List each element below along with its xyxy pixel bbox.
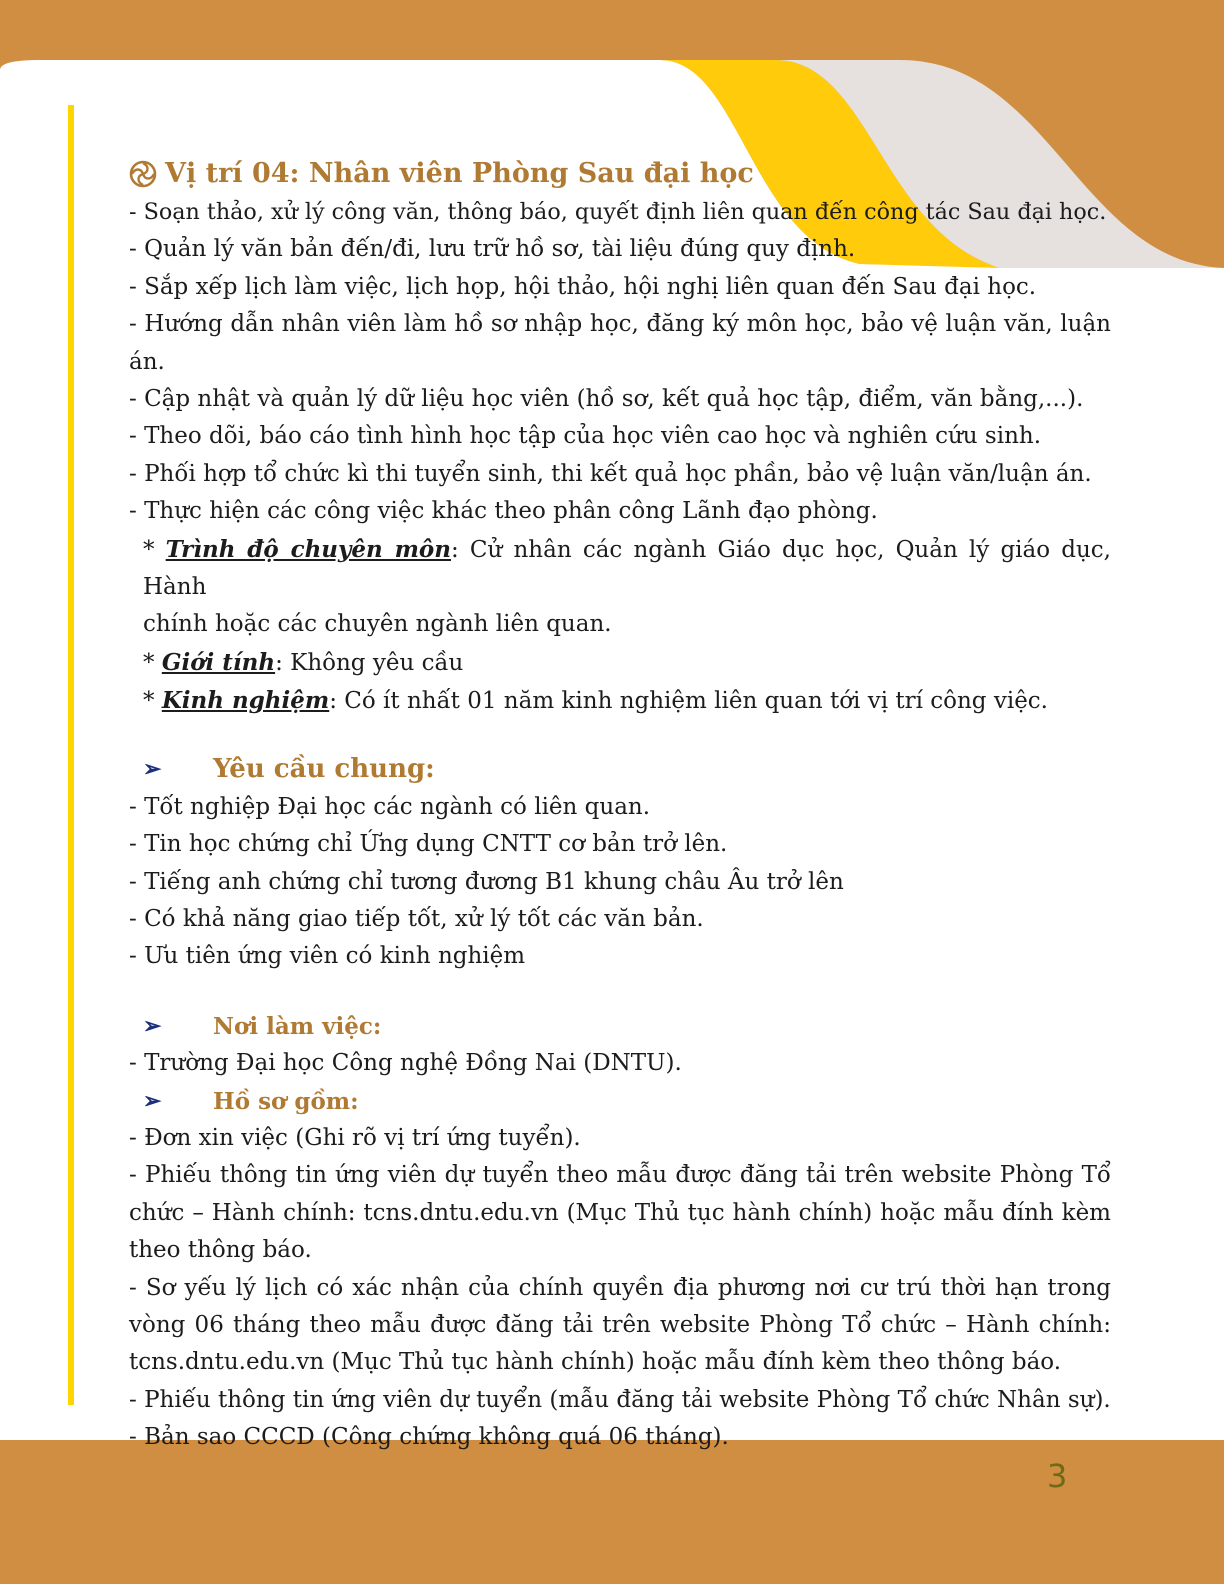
duty-line: - Phối hợp tổ chức kì thi tuyển sinh, thi kết quả học phần, bảo vệ luận văn/luận án. xyxy=(129,460,1092,487)
experience-label: Kinh nghiệm xyxy=(161,687,330,715)
dossier-item: - Sơ yếu lý lịch có xác nhận của chính quyền địa phương nơi cư trú thời hạn trong xyxy=(129,1274,1111,1301)
duty-line: - Sắp xếp lịch làm việc, lịch họp, hội thảo, hội nghị liên quan đến Sau đại học. xyxy=(129,273,1037,300)
qualification-label: Trình độ chuyên môn xyxy=(165,535,451,563)
general-item: - Có khả năng giao tiếp tốt, xử lý tốt các văn bản. xyxy=(129,905,704,932)
dossier-item: theo thông báo. xyxy=(129,1237,312,1264)
requirement-qualification-cont: chính hoặc các chuyên ngành liên quan. xyxy=(143,611,612,638)
duty-line: - Theo dõi, báo cáo tình hình học tập của học viên cao học và nghiên cứu sinh. xyxy=(129,423,1042,450)
experience-text: : Có ít nhất 01 năm kinh nghiệm liên quan tới vị trí công việc. xyxy=(329,688,1048,715)
dossier-heading xyxy=(129,1083,1111,1120)
requirement-qualification: * Trình độ chuyên môn: Cử nhân các ngành Giáo dục học, Quản lý giáo dục, Hành xyxy=(143,535,1111,601)
duty-line: - Quản lý văn bản đến/đi, lưu trữ hồ sơ, tài liệu đúng quy định. xyxy=(129,236,856,263)
dossier-item: vòng 06 tháng theo mẫu được đăng tải trên website Phòng Tổ chức – Hành chính: xyxy=(129,1311,1111,1338)
duty-line: án. xyxy=(129,348,165,375)
dossier-item: - Đơn xin việc (Ghi rõ vị trí ứng tuyển). xyxy=(129,1124,581,1151)
dossier-item: tcns.dntu.edu.vn (Mục Thủ tục hành chính) hoặc mẫu đính kèm theo thông báo. xyxy=(129,1349,1062,1376)
dossier-item: chức – Hành chính: tcns.dntu.edu.vn (Mục Thủ tục hành chính) hoặc mẫu đính kèm xyxy=(129,1199,1111,1226)
page-content xyxy=(129,152,1111,1457)
duty-line: - Soạn thảo, xử lý công văn, thông báo, quyết định liên quan đến công tác Sau đại học. xyxy=(129,199,1107,225)
swirl-icon xyxy=(129,160,157,188)
arrow-bullet-icon: ➢ xyxy=(143,1012,162,1039)
page-number: 3 xyxy=(1047,1457,1068,1495)
arrow-bullet-icon: ➢ xyxy=(143,1087,162,1114)
arrow-bullet-icon: ➢ xyxy=(143,755,162,782)
duty-line: - Cập nhật và quản lý dữ liệu học viên (hồ sơ, kết quả học tập, điểm, văn bằng,...). xyxy=(129,386,1084,413)
general-item: - Ưu tiên ứng viên có kinh nghiệm xyxy=(129,943,526,970)
duty-line: - Hướng dẫn nhân viên làm hồ sơ nhập học, đăng ký môn học, bảo vệ luận văn, luận xyxy=(129,311,1111,338)
general-item: - Tốt nghiệp Đại học các ngành có liên quan. xyxy=(129,793,651,820)
general-title: Yêu cầu chung: xyxy=(213,753,435,784)
gender-label: Giới tính xyxy=(161,648,276,676)
general-item: - Tiếng anh chứng chỉ tương đương B1 khung châu Âu trở lên xyxy=(129,868,844,895)
heading-text: Vị trí 04: Nhân viên Phòng Sau đại học xyxy=(165,158,754,189)
requirement-gender: * Giới tính: Không yêu cầu xyxy=(143,648,464,676)
general-item: - Tin học chứng chỉ Ứng dụng CNTT cơ bản trở lên. xyxy=(129,831,728,858)
gender-text: : Không yêu cầu xyxy=(275,649,464,676)
workplace-item: - Trường Đại học Công nghệ Đồng Nai (DNTU). xyxy=(129,1050,682,1077)
duty-line: - Thực hiện các công việc khác theo phân công Lãnh đạo phòng. xyxy=(129,498,878,525)
dossier-item: - Phiếu thông tin ứng viên dự tuyển (mẫu đăng tải website Phòng Tổ chức Nhân sự). xyxy=(129,1386,1111,1413)
workplace-heading xyxy=(129,1008,1111,1045)
dossier-item: - Phiếu thông tin ứng viên dự tuyển theo mẫu được đăng tải trên website Phòng Tổ xyxy=(129,1162,1111,1189)
dossier-title: Hồ sơ gồm: xyxy=(213,1087,359,1115)
vertical-accent-bar xyxy=(68,105,74,1405)
dossier-item: - Bản sao CCCD (Công chứng không quá 06 tháng). xyxy=(129,1424,729,1451)
position-heading xyxy=(129,154,1111,194)
qualification-text: : Cử nhân các ngành Giáo dục học, Quản lý giáo dục, Hành xyxy=(143,536,1111,601)
workplace-title: Nơi làm việc: xyxy=(213,1012,382,1040)
requirement-experience: * Kinh nghiệm: Có ít nhất 01 năm kinh nghiệm liên quan tới vị trí công việc. xyxy=(143,687,1048,715)
general-requirements-heading xyxy=(129,749,1111,789)
